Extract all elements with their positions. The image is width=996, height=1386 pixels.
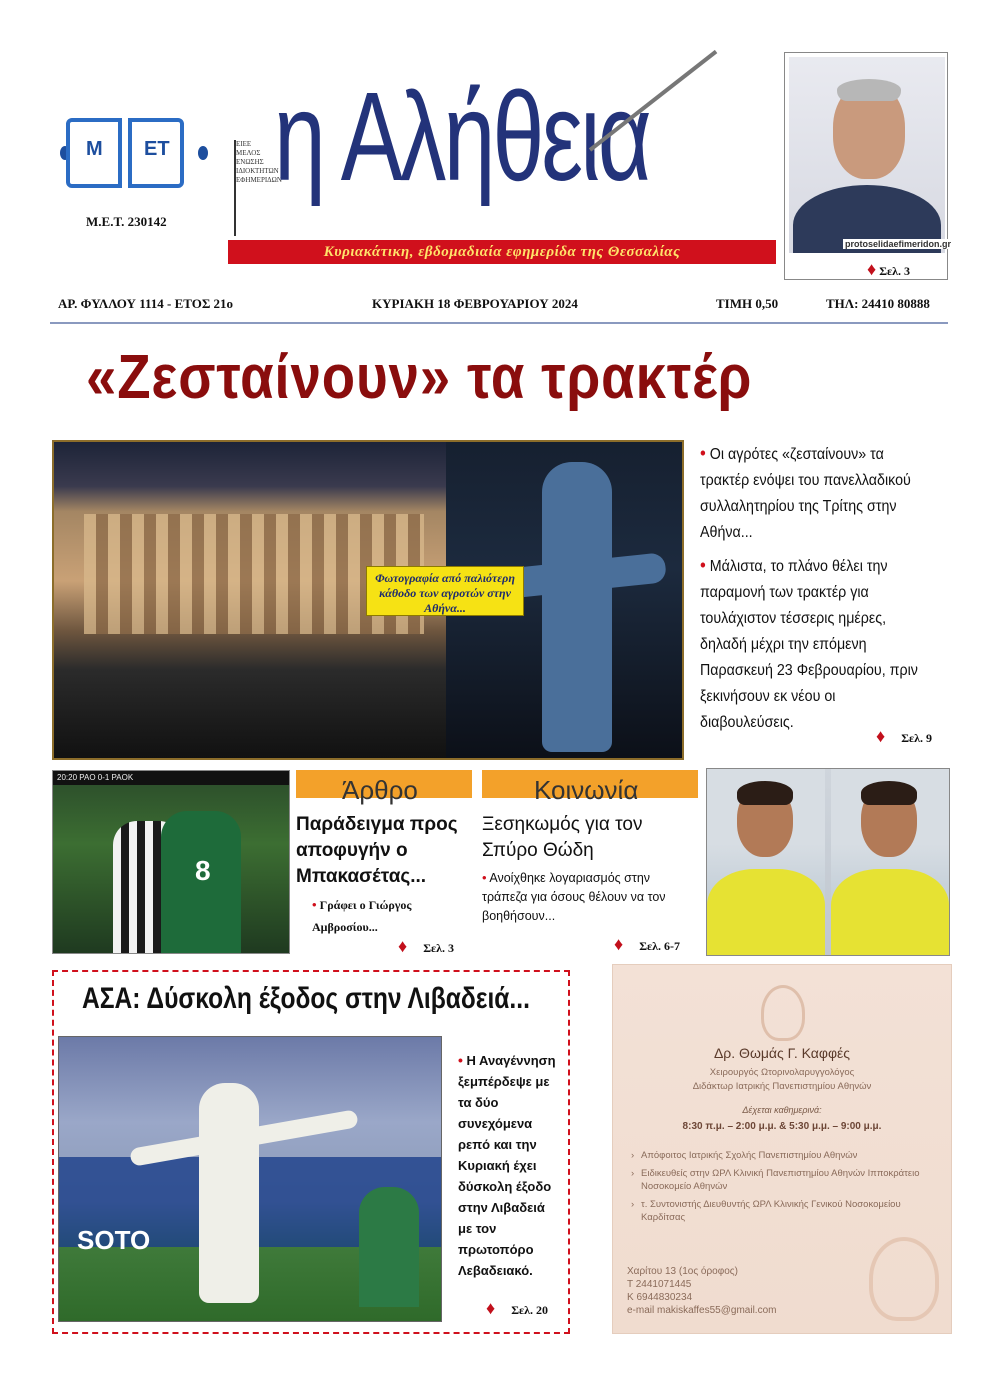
portrait-photo — [789, 57, 945, 253]
bullet-icon: • — [700, 555, 706, 575]
bullet-icon: • — [312, 897, 317, 912]
ad-email: e-mail makiskaffes55@gmail.com — [627, 1305, 777, 1316]
lead-bullet-1: Οι αγρότες «ζεσταίνουν» τα τρακτέρ ενόψει του πανελλαδικού συλλαλητηρίου της Τρίτης στην Αθήνα... — [700, 446, 911, 541]
diamond-icon: ♦ — [398, 936, 408, 956]
portrait-page-ref — [867, 259, 947, 277]
society-text-body: Ανοίχθηκε λογαριασμός στην τράπεζα για όσους θέλουν να τον βοηθήσουν... — [482, 871, 666, 923]
article-byline — [296, 894, 476, 938]
lead-bullet-2: Μάλιστα, το πλάνο θέλει την παραμονή των τρακτέρ για τουλάχιστον τέσσερις ημέρες, δηλαδή μέχρι την επόμενη Παρασκευή 23 Φεβρουαρίου, πριν ξεκινήσουν εκ νέου οι διαβουλεύσεις. — [700, 558, 918, 731]
diamond-icon: ♦ — [876, 726, 886, 746]
ad-degree: Διδάκτωρ Ιατρικής Πανεπιστημίου Αθηνών — [692, 1081, 872, 1092]
lead-page-ref[interactable] — [876, 726, 932, 747]
tab-article[interactable]: Άρθρο — [296, 770, 472, 798]
masthead-side-emblem: ΕΙΕΕ ΜΕΛΟΣ ΕΝΩΣΗΣ ΙΔΙΟΚΤΗΤΩΝ ΕΦΗΜΕΡΙΔΩΝ — [234, 140, 262, 236]
article-ref-label: Σελ. 3 — [423, 941, 455, 955]
tab-society[interactable]: Κοινωνία — [482, 770, 698, 798]
portrait-watermark: protoselidaefimeridon.gr — [845, 239, 952, 249]
bullet-icon: • — [482, 870, 487, 885]
met-logo — [60, 112, 208, 194]
society-photo[interactable] — [706, 768, 950, 956]
ad-specialty: Χειρουργός Ωτορινολαρυγγολόγος — [709, 1067, 855, 1078]
phone: ΤΗΛ: 24410 80888 — [826, 296, 930, 311]
ad-hours-heading: Δέχεται καθημερινά: — [742, 1105, 822, 1115]
ad-doctor-name: Δρ. Θωμάς Γ. Καφφές — [713, 1045, 851, 1061]
society-ref-label: Σελ. 6-7 — [639, 939, 681, 953]
asa-text-body: Η Αναγέννηση ξεμπέρδεψε με τα δύο συνεχόμενα ρεπό και την Κυριακή έχει δύσκολη έξοδο στην Λιβαδειά με τον πρωτοπόρο Λεβαδειακό. — [458, 1053, 556, 1278]
asa-text — [458, 1050, 558, 1281]
article-byline-text: Γράφει ο Γιώργος Αμβροσίου... — [312, 898, 412, 934]
diamond-icon: ♦ — [614, 934, 624, 954]
ad-mobile: Κ 6944830234 — [627, 1292, 693, 1303]
doctor-advertisement[interactable] — [612, 964, 952, 1334]
article-title: Παράδειγμα προς αποφυγήν ο Μπακασέτας... — [296, 814, 458, 887]
ad-contact — [627, 1265, 776, 1317]
ad-phone: Τ 2441071445 — [627, 1279, 692, 1290]
masthead-title: η Αλήθεια — [274, 66, 649, 207]
lead-headline[interactable]: «Ζεσταίνουν» τα τρακτέρ — [86, 343, 753, 412]
player-figure — [359, 1187, 419, 1307]
society-page-ref[interactable] — [614, 934, 680, 955]
bullet-icon: • — [458, 1052, 463, 1068]
score-bar: 20:20 PAO 0-1 PAOK — [53, 771, 289, 785]
lead-photo[interactable] — [52, 440, 684, 760]
society-title: Ξεσηκωμός για τον Σπύρο Θώδη — [482, 814, 643, 861]
asa-photo[interactable] — [58, 1036, 442, 1322]
asa-ref-label: Σελ. 20 — [511, 1303, 549, 1317]
met-logo-dot — [198, 146, 208, 160]
player-figure: 8 — [161, 811, 241, 954]
met-logo-letter-left: Μ — [86, 138, 103, 160]
ad-hours: 8:30 π.μ. – 2:00 μ.μ. & 5:30 μ.μ. – 9:00 μ.μ. — [682, 1121, 882, 1132]
ad-address: Χαρίτου 13 (1ος όροφος) — [627, 1266, 738, 1277]
sponsor-board: SOTO — [77, 1225, 151, 1255]
columnist-portrait[interactable] — [784, 52, 952, 280]
diamond-icon: ♦ — [867, 259, 877, 279]
issue-number: ΑΡ. ΦΥΛΛΟΥ 1114 - ΕΤΟΣ 21ο — [58, 296, 234, 311]
ad-credentials — [631, 1149, 931, 1229]
photo-caption: Φωτογραφία από παλιότερη κάθοδο των αγροτών στην Αθήνα... — [366, 566, 524, 616]
lead-text — [700, 440, 930, 742]
price: ΤΙΜΗ 0,50 — [716, 296, 779, 311]
ad-credential-item: › Απόφοιτος Ιατρικής Σχολής Πανεπιστημίου Αθηνών — [631, 1149, 931, 1162]
ad-credential-item: › Ειδικευθείς στην ΩΡΛ Κλινική Πανεπιστημίου Αθηνών Ιπποκράτειο Νοσοκομείο Αθηνών — [631, 1167, 931, 1193]
society-text — [482, 868, 698, 926]
diamond-icon: ♦ — [486, 1298, 496, 1318]
portrait-ref-label: Σελ. 3 — [879, 264, 911, 278]
met-code: Μ.Ε.Τ. 230142 — [86, 214, 167, 229]
masthead-subtitle: Κυριακάτικη, εβδομαδιαία εφημερίδα της Θεσσαλίας — [228, 240, 776, 264]
issue-date: ΚΥΡΙΑΚΗ 18 ΦΕΒΡΟΥΑΡΙΟΥ 2024 — [372, 296, 578, 311]
article-page-ref[interactable] — [398, 936, 454, 957]
asa-page-ref[interactable] — [486, 1298, 548, 1319]
ear-logo-icon — [869, 1237, 939, 1321]
article-photo[interactable] — [52, 770, 290, 954]
player-portrait — [831, 769, 949, 956]
met-logo-letter-right: ΕΤ — [144, 138, 170, 160]
ad-credential-item: › τ. Συντονιστής Διευθυντής ΩΡΛ Κλινικής Γενικού Νοσοκομείου Καρδίτσας — [631, 1198, 931, 1224]
player-figure — [199, 1083, 259, 1303]
ear-logo-icon — [761, 985, 805, 1041]
society-block[interactable] — [482, 812, 698, 926]
article-block[interactable] — [296, 812, 476, 938]
bullet-icon: • — [700, 443, 706, 463]
asa-title[interactable]: ΑΣΑ: Δύσκολη έξοδος στην Λιβαδειά... — [82, 982, 530, 1015]
header-divider — [50, 322, 948, 324]
lead-ref-label: Σελ. 9 — [901, 731, 933, 745]
player-portrait — [707, 769, 825, 956]
